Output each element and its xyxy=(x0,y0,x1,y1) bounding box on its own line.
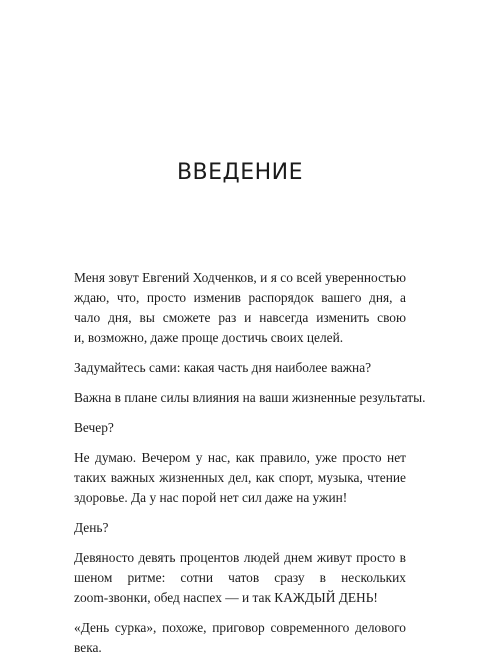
text-line: «День сурка», похоже, приговор современного делового xyxy=(74,620,406,635)
chapter-body xyxy=(74,268,426,668)
text-line: Меня зовут Евгений Ходченков, и я со всей уверенностью xyxy=(74,270,406,285)
paragraph-question xyxy=(74,358,406,378)
text-line: таких важных жизненных дел, как спорт, музыка, чтение xyxy=(74,470,406,485)
text-line: шеном ритме: сотни чатов сразу в нескольких xyxy=(74,570,406,585)
text-line: чало дня, вы сможете раз и навсегда изменить свою xyxy=(74,310,406,325)
text-line: День? xyxy=(74,520,109,535)
text-line: здоровье. Да у нас порой нет сил даже на ужин! xyxy=(74,490,348,505)
text-line: Не думаю. Вечером у нас, как правило, уже просто нет xyxy=(74,450,406,465)
text-line: Важна в плане силы влияния на ваши жизненные результаты. xyxy=(74,390,426,405)
paragraph-evening-question xyxy=(74,418,406,438)
paragraph-day-answer xyxy=(74,548,406,608)
paragraph-intro xyxy=(74,268,406,348)
paragraph-day-question xyxy=(74,518,406,538)
text-line: века. xyxy=(74,640,102,655)
text-line: zoom-звонки, обед наспех — и так КАЖДЫЙ ДЕНЬ! xyxy=(74,590,378,605)
text-line: Вечер? xyxy=(74,420,114,435)
text-line: и, возможно, даже проще достичь своих целей. xyxy=(74,330,344,345)
text-line: ждаю, что, просто изменив распорядок вашего дня, а xyxy=(74,290,406,305)
text-line: Девяносто девять процентов людей днем живут просто в xyxy=(74,550,406,565)
chapter-title: ВВЕДЕНИЕ xyxy=(176,160,304,185)
text-line: Задумайтесь сами: какая часть дня наиболее важна? xyxy=(74,360,372,375)
paragraph-evening-answer xyxy=(74,448,406,508)
paragraph-clarification xyxy=(74,388,426,408)
paragraph-groundhog-day xyxy=(74,618,406,658)
